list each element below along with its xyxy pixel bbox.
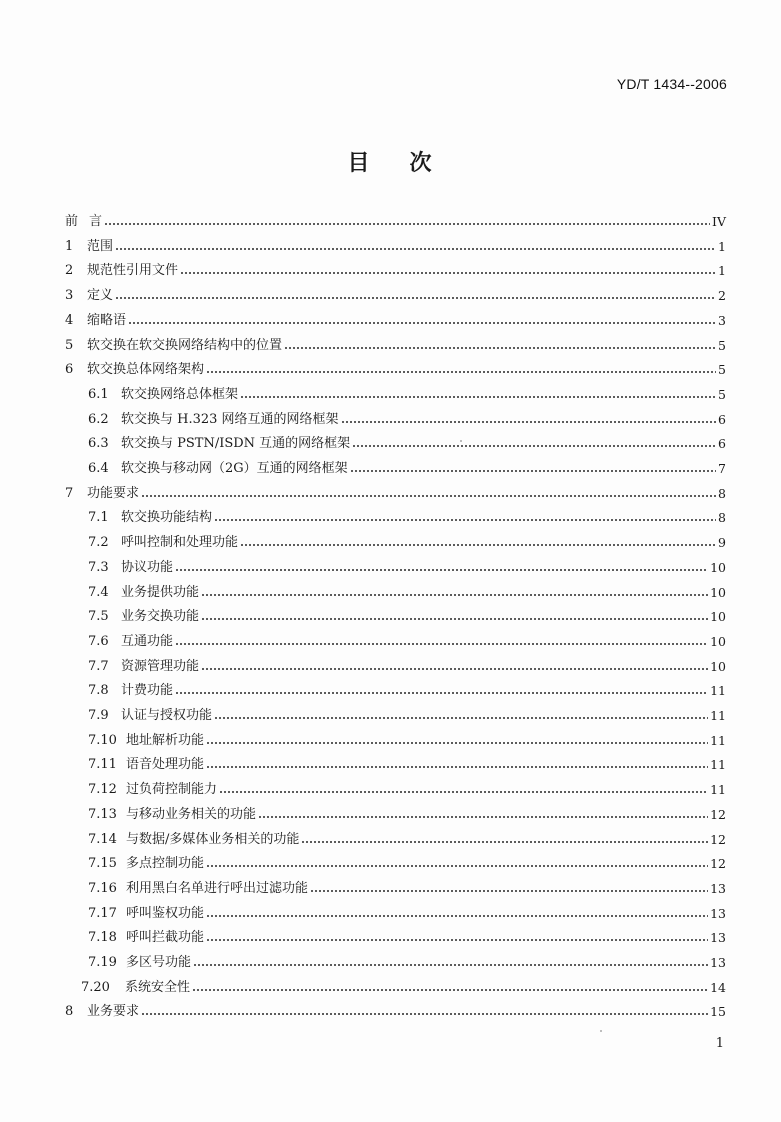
toc-entry-number: 7.5 (88, 609, 109, 625)
toc-leader-dots (214, 716, 708, 720)
toc-entry-label: 软交换与 PSTN/ISDN 互通的网络框架 (121, 436, 351, 452)
toc-entry[interactable] (65, 1002, 726, 1022)
toc-entry-number: 7.6 (88, 633, 109, 649)
toc-entry-page: 6 (718, 411, 726, 427)
toc-entry-page: 13 (710, 880, 726, 896)
toc-entry[interactable] (88, 657, 726, 677)
toc-entry[interactable] (88, 805, 726, 825)
toc-leader-dots (192, 988, 708, 992)
toc-entry-page: 5 (718, 386, 726, 402)
toc-entry-page: 11 (710, 732, 726, 748)
toc-entry-page: IV (712, 214, 726, 229)
toc-entry[interactable] (65, 261, 726, 281)
title-part-1: 目 (347, 151, 372, 176)
toc-entry-label: 多区号功能 (126, 955, 192, 970)
toc-entry-label: 规范性引用文件 (87, 263, 179, 279)
toc-leader-dots (175, 568, 708, 572)
toc-entry[interactable] (88, 681, 726, 701)
toc-entry[interactable] (65, 212, 726, 232)
toc-entry-label: 软交换网络总体框架 (121, 386, 239, 402)
toc-entry-label: 功能要求 (87, 485, 140, 501)
toc-entry-label: 软交换总体网络架构 (87, 362, 205, 378)
toc-entry-label: 地址解析功能 (126, 732, 205, 748)
toc-entry-label: 软交换与 H.323 网络互通的网络框架 (121, 411, 339, 427)
toc-entry-label: 呼叫拦截功能 (126, 930, 205, 946)
toc-entry-page: 13 (710, 905, 726, 921)
toc-entry-number: 7.12 (88, 782, 117, 798)
toc-entry-label: 呼叫鉴权功能 (126, 905, 205, 921)
toc-entry-page: 7 (718, 461, 726, 476)
toc-entry-number: 2 (65, 263, 74, 279)
toc-entry-number: 7.10 (88, 732, 117, 748)
page-title (0, 146, 781, 177)
toc-leader-dots (310, 889, 708, 893)
toc-leader-dots (201, 667, 708, 671)
toc-entry-number: 7.19 (88, 955, 117, 970)
toc-entry-number: 7.2 (88, 535, 109, 551)
toc-entry[interactable] (88, 533, 726, 553)
toc-entry-number: 6.4 (88, 461, 109, 476)
toc-entry[interactable] (65, 237, 726, 257)
toc-entry[interactable] (88, 607, 726, 627)
toc-entry[interactable] (88, 385, 726, 405)
toc-entry[interactable] (88, 755, 726, 775)
toc-entry-label: 业务要求 (87, 1004, 140, 1020)
toc-leader-dots (128, 321, 716, 325)
toc-entry-page: 10 (710, 559, 726, 575)
toc-entry-label: 定义 (87, 288, 114, 304)
toc-entry-page: 8 (718, 485, 726, 501)
toc-entry-page: 8 (718, 510, 726, 526)
toc-entry-number: 5 (65, 337, 74, 353)
toc-leader-dots (206, 741, 708, 745)
toc-entry-page: 10 (710, 633, 726, 649)
standard-code: YD/T 1434--2006 (616, 76, 727, 92)
toc-entry[interactable] (88, 854, 726, 874)
toc-entry-label: 资源管理功能 (121, 658, 200, 674)
toc-entry-number: 8 (65, 1004, 74, 1020)
toc-entry-label: 多点控制功能 (126, 856, 205, 872)
toc-entry-number: 7.11 (88, 757, 117, 773)
toc-entry-number: 7.7 (88, 658, 109, 674)
toc-entry-page: 1 (718, 238, 726, 254)
toc-entry[interactable] (88, 632, 726, 652)
toc-entry-page: 5 (718, 362, 726, 378)
toc-entry-number: 7.4 (88, 584, 109, 600)
toc-entry-number: 7.8 (88, 683, 109, 699)
toc-entry-label: 计费功能 (121, 683, 174, 699)
toc-entry[interactable] (88, 459, 726, 479)
toc-entry-page: 11 (710, 782, 726, 798)
toc-entry-page: 15 (710, 1004, 726, 1020)
toc-entry-label: 软交换功能结构 (121, 510, 213, 526)
toc-leader-dots (104, 222, 710, 226)
toc-entry-label: 语音处理功能 (126, 757, 205, 773)
toc-entry-page: 11 (710, 683, 726, 699)
toc-entry[interactable] (88, 928, 726, 948)
toc-entry-label: 业务提供功能 (121, 584, 200, 600)
toc-leader-dots (240, 395, 716, 399)
toc-entry-number: 6.2 (88, 411, 109, 427)
scan-speck (460, 440, 462, 442)
toc-entry-number: 7.3 (88, 559, 109, 575)
toc-entry-number: 7.15 (88, 856, 117, 872)
toc-entry-number: 前 (65, 214, 79, 229)
toc-entry-number: 7.17 (88, 905, 117, 921)
toc-leader-dots (175, 642, 708, 646)
toc-entry-page: 10 (710, 658, 726, 674)
toc-entry-label: 软交换在软交换网络结构中的位置 (87, 337, 283, 353)
toc-entry-page: 9 (718, 535, 726, 551)
toc-entry[interactable] (65, 484, 726, 504)
toc-entry-page: 10 (710, 584, 726, 600)
toc-entry-number: 6.1 (88, 386, 109, 402)
toc-entry[interactable] (88, 583, 726, 603)
toc-entry-page: 11 (710, 708, 726, 723)
toc-entry-number: 7.20 (81, 979, 110, 995)
toc-entry[interactable] (88, 780, 726, 800)
toc-entry-page: 2 (718, 288, 726, 304)
toc-entry-label: 协议功能 (121, 559, 174, 575)
toc-leader-dots (352, 444, 716, 448)
toc-entry-label: 与移动业务相关的功能 (126, 806, 257, 822)
toc-leader-dots (206, 765, 708, 769)
toc-entry-page: 11 (710, 757, 726, 773)
toc-entry-label: 业务交换功能 (121, 609, 200, 625)
toc-entry[interactable] (65, 286, 726, 306)
toc-leader-dots (219, 790, 708, 794)
toc-entry-label: 软交换与移动网（2G）互通的网络框架 (121, 461, 348, 476)
toc-leader-dots (206, 914, 708, 918)
toc-entry-label: 缩略语 (87, 312, 127, 328)
toc-entry-number: 7.14 (88, 831, 117, 847)
toc-entry[interactable] (88, 410, 726, 430)
toc-entry-label: 范围 (87, 238, 114, 254)
toc-leader-dots (141, 1012, 708, 1016)
toc-leader-dots (141, 494, 716, 498)
toc-entry-page: 14 (710, 979, 726, 995)
toc-leader-dots (193, 963, 708, 967)
toc-entry-number: 7.1 (88, 510, 109, 526)
toc-entry[interactable] (88, 731, 726, 751)
toc-entry-label: 言 (89, 214, 103, 229)
toc-entry-number: 7.13 (88, 806, 117, 822)
toc-entry[interactable] (88, 558, 726, 578)
toc-leader-dots (206, 864, 708, 868)
title-part-2: 次 (409, 151, 434, 176)
toc-leader-dots (240, 543, 716, 547)
toc-entry[interactable] (65, 311, 726, 331)
toc-entry-number: 6 (65, 362, 74, 378)
toc-entry-number: 3 (65, 288, 74, 304)
toc-entry[interactable] (65, 360, 726, 380)
toc-leader-dots (206, 938, 708, 942)
toc-entry-label: 与数据/多媒体业务相关的功能 (126, 831, 300, 847)
toc-entry[interactable] (88, 953, 726, 973)
toc-entry-page: 12 (710, 831, 726, 847)
toc-entry-number: 7.18 (88, 930, 117, 946)
toc-entry-number: 1 (65, 238, 74, 254)
toc-entry-number: 7 (65, 485, 74, 501)
toc-leader-dots (206, 370, 716, 374)
toc-entry-label: 系统安全性 (125, 979, 191, 995)
toc-entry-label: 过负荷控制能力 (126, 782, 218, 798)
toc-entry[interactable] (88, 434, 726, 454)
scan-speck (600, 1030, 602, 1032)
toc-leader-dots (258, 815, 708, 819)
toc-entry[interactable] (88, 879, 726, 899)
toc-entry-number: 7.9 (88, 708, 109, 723)
toc-entry-number: 6.3 (88, 436, 109, 452)
toc-entry-label: 互通功能 (121, 633, 174, 649)
toc-leader-dots (350, 469, 716, 473)
toc-entry-page: 10 (710, 609, 726, 625)
toc-leader-dots (341, 420, 716, 424)
toc-entry-number: 7.16 (88, 880, 117, 896)
toc-leader-dots (180, 271, 716, 275)
toc-entry-page: 5 (718, 337, 726, 353)
toc-entry-label: 认证与授权功能 (121, 708, 213, 723)
toc-leader-dots (115, 247, 716, 251)
toc-entry-number: 4 (65, 312, 74, 328)
toc-leader-dots (301, 840, 708, 844)
toc-leader-dots (175, 691, 708, 695)
toc-entry[interactable] (81, 978, 726, 998)
toc-leader-dots (214, 518, 716, 522)
toc-leader-dots (115, 296, 716, 300)
toc-entry-page: 13 (710, 955, 726, 970)
toc-entry-page: 6 (718, 436, 726, 452)
toc-entry[interactable] (88, 706, 726, 726)
toc-entry-label: 呼叫控制和处理功能 (121, 535, 239, 551)
toc-entry-page: 13 (710, 930, 726, 946)
toc-entry-label: 利用黑白名单进行呼出过滤功能 (126, 880, 309, 896)
toc-entry-page: 1 (718, 263, 726, 279)
toc-entry-page: 12 (710, 806, 726, 822)
toc-entry[interactable] (88, 830, 726, 850)
toc-entry-page: 12 (710, 856, 726, 872)
toc-leader-dots (284, 346, 716, 350)
toc-entry-page: 3 (718, 312, 726, 328)
toc-entry[interactable] (88, 508, 726, 528)
toc-leader-dots (201, 593, 708, 597)
toc-entry[interactable] (65, 336, 726, 356)
page-number: 1 (715, 1036, 724, 1051)
toc-entry[interactable] (88, 904, 726, 924)
toc-leader-dots (201, 617, 708, 621)
